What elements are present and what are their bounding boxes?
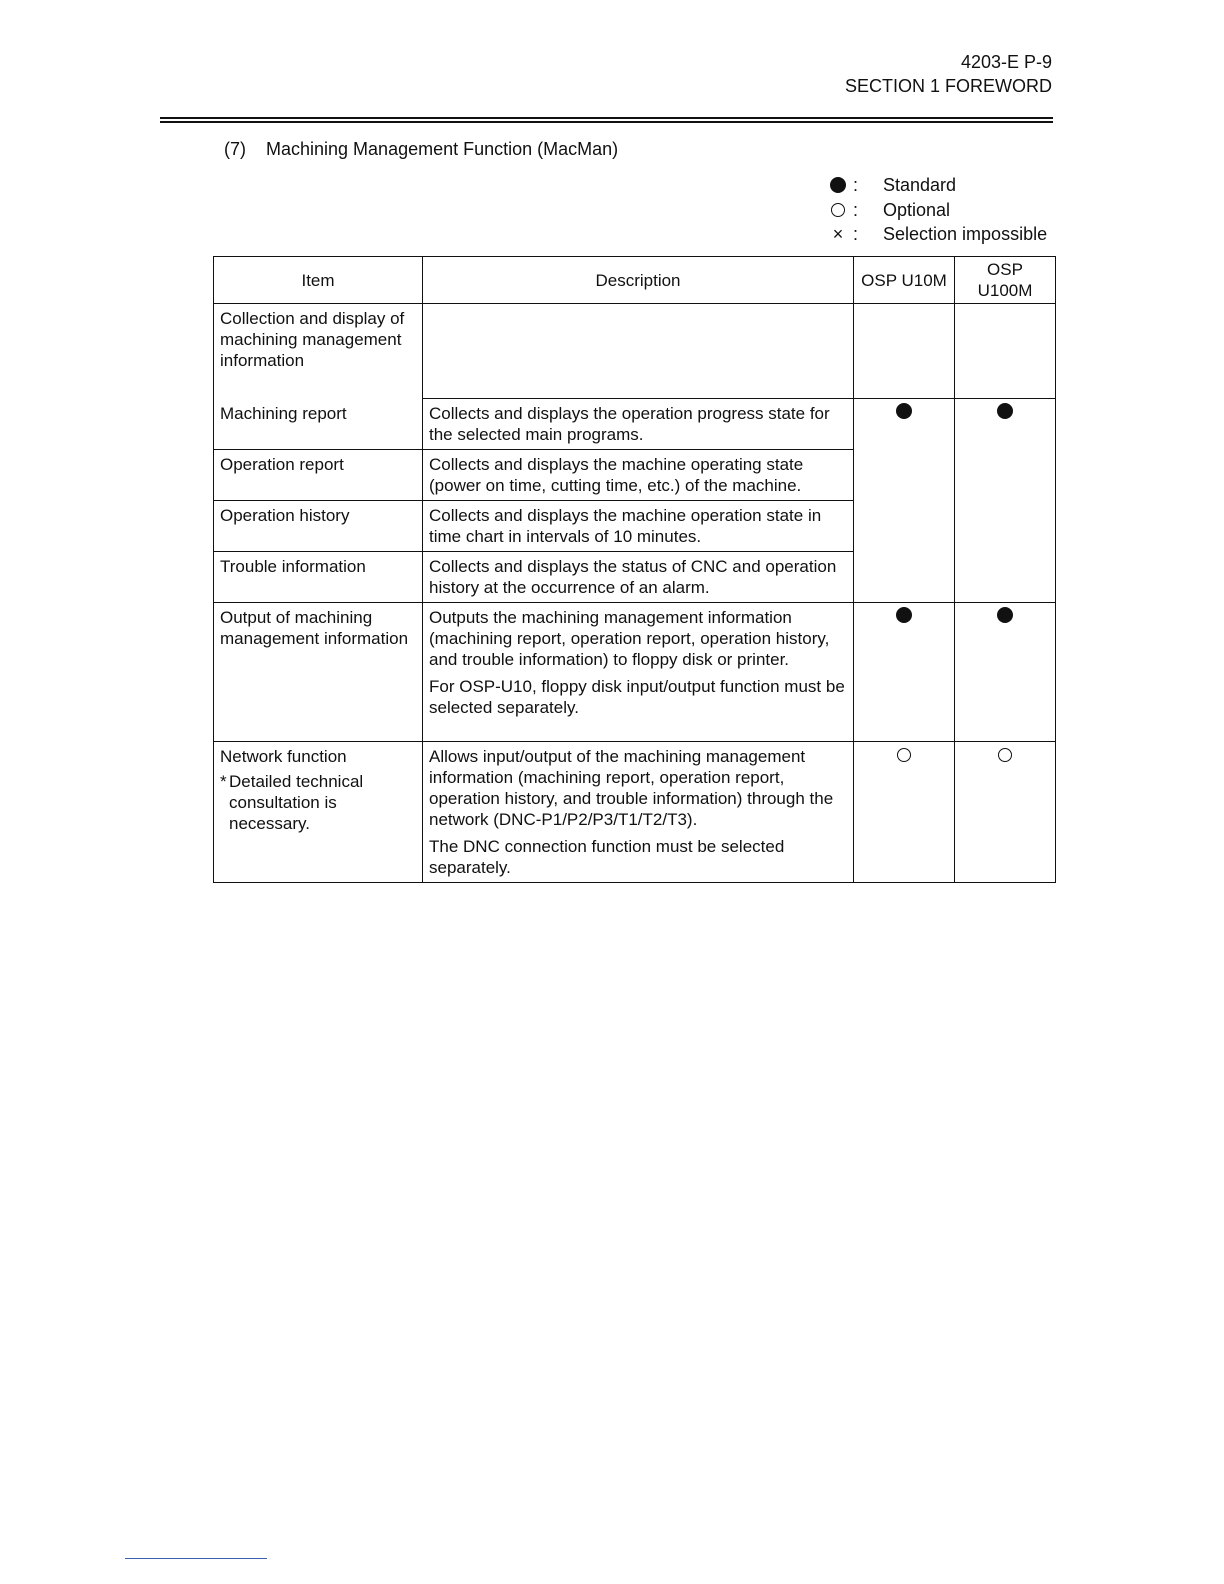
note-text: Detailed technical consultation is necessary. (229, 772, 364, 833)
description-machining-report: Collects and displays the operation progress state for the selected main programs. (423, 399, 854, 450)
header-osp-u10m: OSP U10M (854, 257, 955, 304)
description-network-para1: Allows input/output of the machining management information (machining report, operation report, operation history, and trouble information) through the network (DNC-P1/P2/P3/T1/T2/T3). (429, 747, 834, 829)
u10m-collection-mark (854, 399, 955, 603)
header-rule-bottom (160, 121, 1053, 123)
legend-standard-label: Standard (883, 175, 957, 195)
u100m-output-mark (955, 603, 1056, 742)
item-trouble-information: Trouble information (214, 552, 423, 603)
header-description: Description (423, 257, 854, 304)
item-machining-report: Machining report (214, 399, 423, 450)
section-title (224, 139, 618, 160)
page-header (845, 50, 1052, 98)
u100m-collection-mark (955, 399, 1056, 603)
u100m-network-mark (955, 742, 1056, 883)
filled-circle-icon (896, 403, 912, 419)
u10m-output-mark (854, 603, 955, 742)
table-row (214, 603, 1056, 742)
item-network-note (220, 771, 416, 834)
description-trouble-information: Collects and displays the status of CNC and operation history at the occurrence of an alarm. (423, 552, 854, 603)
group-u100m-empty (955, 304, 1056, 399)
description-output (423, 603, 854, 742)
specification-table (213, 256, 1056, 883)
filled-circle-icon (896, 607, 912, 623)
filled-circle-icon (997, 607, 1013, 623)
legend-optional-label: Optional (883, 199, 951, 220)
group-description-empty (423, 304, 854, 399)
legend-impossible-label: Selection impossible (883, 224, 1048, 244)
header-item: Item (214, 257, 423, 304)
open-circle-icon (998, 748, 1012, 762)
u10m-network-mark (854, 742, 955, 883)
item-operation-report: Operation report (214, 450, 423, 501)
open-circle-icon (897, 748, 911, 762)
description-network (423, 742, 854, 883)
table-header-row (214, 257, 1056, 304)
item-network-label: Network function (220, 747, 347, 766)
description-output-para1: Outputs the machining management information (machining report, operation report, operation history, and trouble information) to floppy disk or printer. (429, 608, 830, 669)
header-rule-top (160, 117, 1053, 119)
filled-circle-icon (830, 177, 846, 193)
legend-optional: : Optional (826, 198, 1047, 223)
table-row (214, 742, 1056, 883)
cross-icon: × (832, 224, 844, 245)
item-operation-history: Operation history (214, 501, 423, 552)
doc-id: 4203-E P-9 (960, 52, 1052, 72)
description-operation-history: Collects and displays the machine operation state in time chart in intervals of 10 minutes. (423, 501, 854, 552)
legend-standard: : Standard (826, 173, 1047, 198)
group-item-collection: Collection and display of machining management information (214, 304, 423, 399)
item-network (214, 742, 423, 883)
description-output-para2: For OSP-U10, floppy disk input/output function must be selected separately. (429, 677, 845, 717)
table-row (214, 399, 1056, 450)
description-network-para2: The DNC connection function must be selected separately. (429, 837, 785, 877)
open-circle-icon (831, 203, 845, 217)
legend (826, 173, 1047, 247)
item-output: Output of machining management information (214, 603, 423, 742)
table-row (214, 304, 1056, 399)
group-u10m-empty (854, 304, 955, 399)
header-osp-u100m: OSP U100M (955, 257, 1056, 304)
section-number: (7) (224, 139, 246, 159)
footer-line (125, 1558, 267, 1559)
section-title-text: Machining Management Function (MacMan) (266, 139, 619, 159)
section-heading: SECTION 1 FOREWORD (844, 76, 1052, 96)
note-marker: * (220, 772, 227, 791)
description-operation-report: Collects and displays the machine operating state (power on time, cutting time, etc.) of the machine. (423, 450, 854, 501)
legend-impossible: × : Selection impossible (826, 222, 1047, 247)
filled-circle-icon (997, 403, 1013, 419)
